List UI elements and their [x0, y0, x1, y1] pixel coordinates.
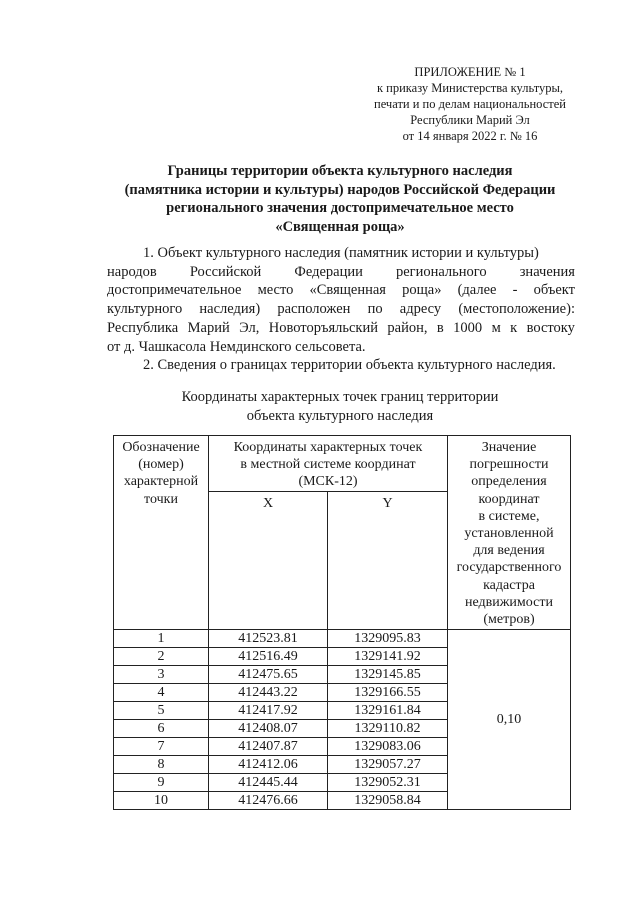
word: Эл, [239, 319, 260, 336]
header-coordinates [209, 436, 448, 492]
x-coordinate-cell: 412516.49 [209, 648, 328, 666]
word: в [436, 319, 444, 336]
word: «Священная [309, 282, 386, 299]
point-number-cell: 3 [114, 666, 209, 684]
word: 1000 [453, 319, 483, 336]
cell-line: кадастра [483, 577, 535, 593]
word: Республика [107, 319, 179, 336]
document-title [90, 162, 590, 236]
point-number-cell: 6 [114, 720, 209, 738]
table-row [114, 630, 571, 648]
cell-line: Обозначение [122, 440, 200, 455]
annex-line: печати и по делам национальностей [374, 97, 566, 111]
paragraph-line: 2. Сведения о границах территории объекта культурного наследия. [143, 357, 556, 373]
word: адресу [399, 301, 442, 318]
y-coordinate-cell: 1329083.06 [328, 738, 448, 756]
paragraph-object-location [107, 244, 575, 356]
word: наследия) [199, 301, 261, 318]
word: место [257, 282, 294, 299]
cell-line: государственного [456, 560, 562, 576]
word: достопримечательное [107, 282, 242, 299]
cell-line: Координаты характерных точек [233, 440, 423, 455]
paragraph-line: 1. Объект культурного наследия (памятник истории и культуры) [143, 245, 539, 261]
point-number-cell: 2 [114, 648, 209, 666]
word: (местоположение): [458, 301, 575, 318]
caption-line: объекта культурного наследия [246, 407, 434, 424]
header-y: Y [328, 492, 448, 630]
word: Российской [189, 263, 262, 280]
cell-line: (метров) [483, 612, 535, 628]
paragraph-line [107, 319, 575, 338]
word: расположен [277, 301, 351, 318]
x-coordinate-cell: 412523.81 [209, 630, 328, 648]
x-coordinate-cell: 412412.06 [209, 756, 328, 774]
table-header-row [114, 436, 571, 492]
word: роща» [402, 282, 442, 299]
y-coordinate-cell: 1329057.27 [328, 756, 448, 774]
cell-line: недвижимости [465, 594, 553, 610]
cell-line: точки [144, 491, 178, 507]
annex-date: от 14 января 2022 г. № 16 [402, 129, 538, 143]
y-coordinate-cell: 1329110.82 [328, 720, 448, 738]
title-line: Границы территории объекта культурного наследия [167, 163, 513, 179]
word: м [491, 319, 501, 336]
header-point-number [114, 436, 209, 630]
point-number-cell: 4 [114, 684, 209, 702]
point-number-cell: 9 [114, 774, 209, 792]
word: регионального [395, 263, 487, 280]
word: к [510, 319, 518, 336]
cell-line: характерной [123, 474, 199, 490]
word: Марий [187, 319, 230, 336]
paragraph-line [107, 281, 575, 300]
caption-line: Координаты характерных точек границ территории [181, 389, 499, 405]
cell-line: погрешности [469, 457, 549, 473]
point-number-cell: 1 [114, 630, 209, 648]
cell-line: координат [478, 491, 540, 507]
annex-title: ПРИЛОЖЕНИЕ № 1 [414, 65, 526, 79]
cell-line: установленной [464, 526, 554, 542]
point-number-cell: 7 [114, 738, 209, 756]
paragraph-boundaries [107, 356, 575, 375]
cell-line: в местной системе координат [240, 457, 416, 473]
cell-line: (номер) [138, 457, 184, 473]
y-coordinate-cell: 1329052.31 [328, 774, 448, 792]
word: район, [387, 319, 428, 336]
x-coordinate-cell: 412408.07 [209, 720, 328, 738]
title-line: (памятника истории и культуры) народов Российской Федерации [124, 181, 556, 198]
title-line: регионального значения достопримечательное место [166, 200, 514, 216]
annex-line: Республики Марий Эл [410, 113, 530, 127]
point-number-cell: 5 [114, 702, 209, 720]
x-coordinate-cell: 412475.65 [209, 666, 328, 684]
cell-line: для ведения [473, 543, 545, 559]
y-coordinate-cell: 1329095.83 [328, 630, 448, 648]
y-coordinate-cell: 1329058.84 [328, 792, 448, 810]
title-line: «Священная роща» [275, 218, 405, 235]
cell-line: Значение [481, 440, 537, 455]
y-coordinate-cell: 1329141.92 [328, 648, 448, 666]
word: (далее [457, 282, 497, 299]
cell-line: в системе, [478, 508, 540, 524]
cell-line: (МСК-12) [298, 474, 358, 490]
table-caption [110, 388, 570, 425]
point-number-cell: 10 [114, 792, 209, 810]
y-coordinate-cell: 1329161.84 [328, 702, 448, 720]
error-value-cell: 0,10 [448, 630, 571, 810]
word: объект [533, 282, 575, 299]
word: народов [107, 263, 157, 280]
point-number-cell: 8 [114, 756, 209, 774]
coordinates-table [113, 435, 571, 810]
word: культурного [107, 301, 183, 318]
word: Федерации [294, 263, 363, 280]
word: востоку [526, 319, 575, 336]
x-coordinate-cell: 412417.92 [209, 702, 328, 720]
paragraph-line: от д. Чашкасола Немдинского сельсовета. [107, 338, 366, 355]
cell-line: определения [471, 474, 547, 490]
header-error-value [448, 436, 571, 630]
x-coordinate-cell: 412407.87 [209, 738, 328, 756]
header-x: X [209, 492, 328, 630]
word: - [512, 282, 518, 299]
annex-line: к приказу Министерства культуры, [376, 81, 564, 95]
word: по [367, 301, 383, 318]
x-coordinate-cell: 412443.22 [209, 684, 328, 702]
paragraph-line [107, 300, 575, 319]
annex-header [360, 64, 580, 144]
y-coordinate-cell: 1329145.85 [328, 666, 448, 684]
word: значения [519, 263, 575, 280]
x-coordinate-cell: 412476.66 [209, 792, 328, 810]
y-coordinate-cell: 1329166.55 [328, 684, 448, 702]
x-coordinate-cell: 412445.44 [209, 774, 328, 792]
word: Новоторъяльский [268, 319, 378, 336]
paragraph-line [107, 263, 575, 282]
